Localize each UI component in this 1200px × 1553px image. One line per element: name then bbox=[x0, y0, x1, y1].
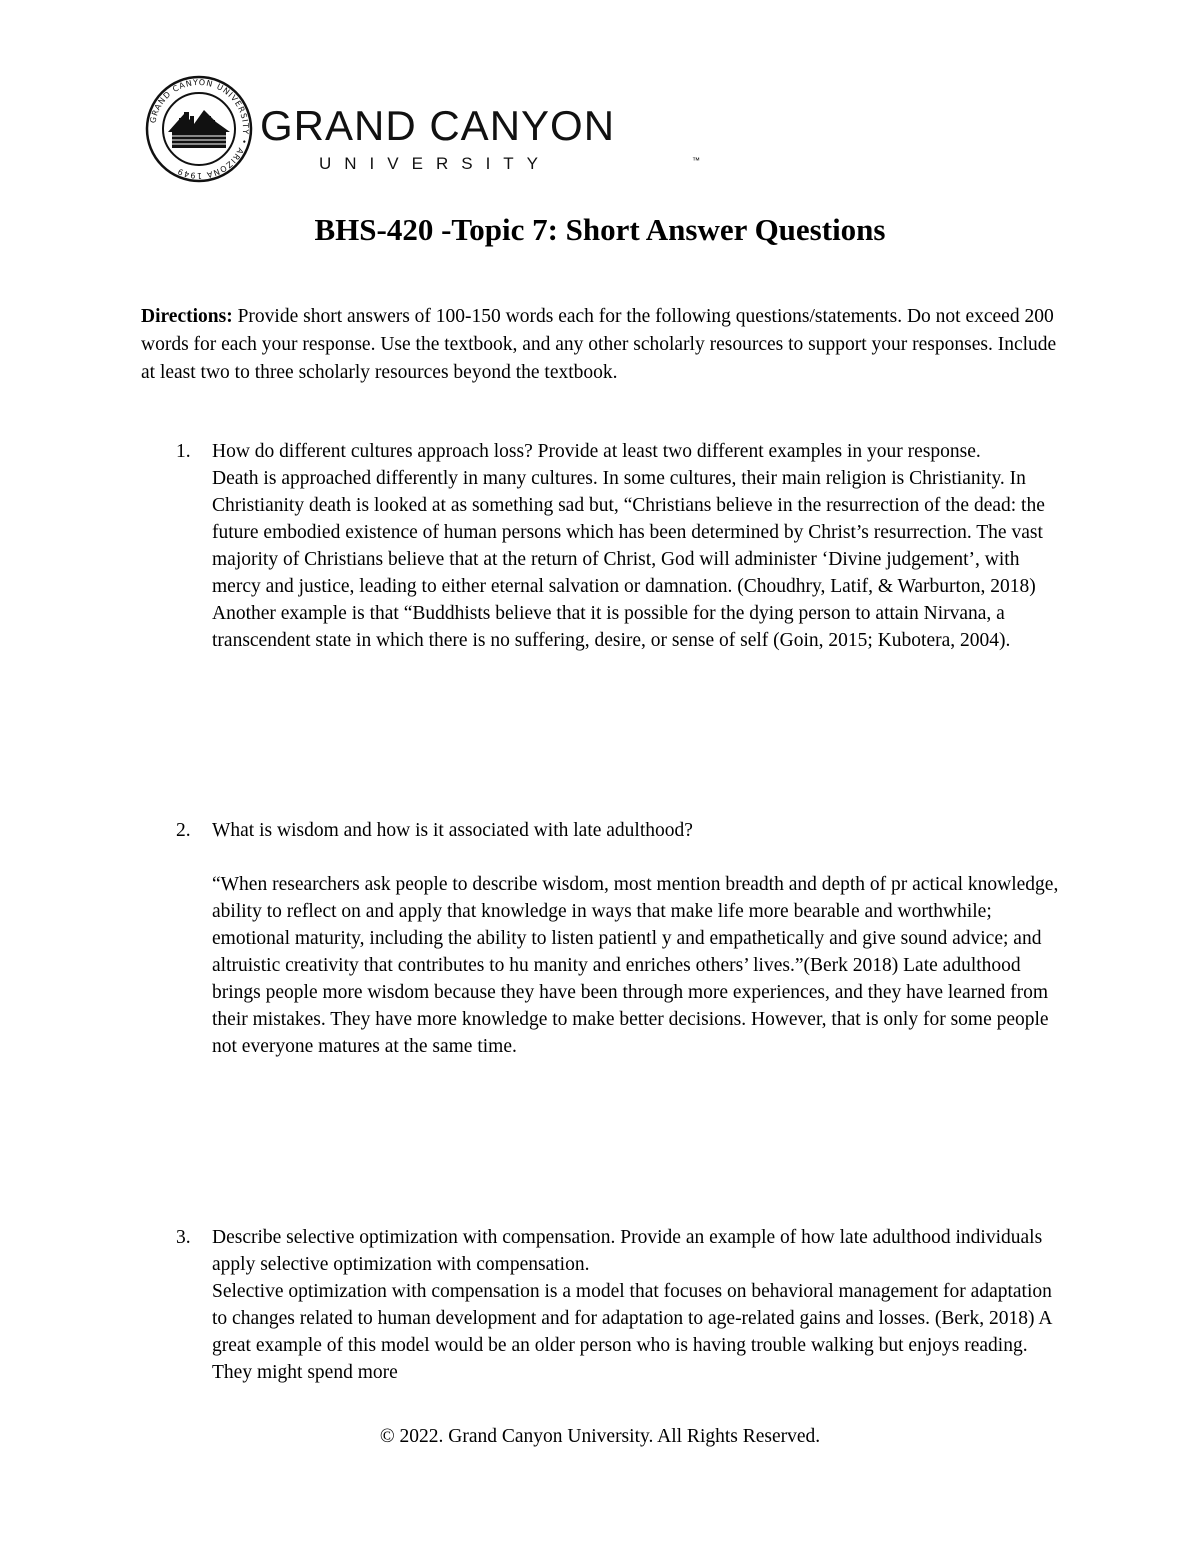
answer-text: Death is approached differently in many cultures. In some cultures, their main religion is Christianity. In Christianity death is looked at as something sad but, “Christians believe in the resurrection of the dead: the future embodied existence of human persons which has been determined by Christ’s resurrection. The vast majority of Christians believe that at the return of Christ, God will administer ‘Divine judgement’, with mercy and justice, leading to either eternal salvation or damnation. (Choudhry, Latif, & Warburton, 2018) Another example is that “Buddhists believe that it is possible for the dying person to attain Nirvana, a transcendent state in which there is no suffering, desire, or sense of self (Goin, 2015; Kubotera, 2004). bbox=[212, 468, 1045, 651]
logo-wordmark-line1: GRAND CANYON bbox=[260, 102, 616, 149]
university-logo bbox=[144, 74, 700, 186]
question-text: What is wisdom and how is it associated with late adulthood? bbox=[212, 820, 693, 841]
university-seal-icon bbox=[144, 74, 254, 184]
question-number: 2. bbox=[176, 820, 191, 841]
answer-text: Selective optimization with compensation is a model that focuses on behavioral management for adaptation to changes related to human development and for adaptation to age-related gains and losses. (Berk, 2018) A great example of this model would be an older person who is having trouble walking but enjoys reading. They might spend more bbox=[212, 1281, 1052, 1383]
copyright-footer: © 2022. Grand Canyon University. All Rights Reserved. bbox=[379, 1426, 821, 1447]
logo-wordmark-line2: UNIVERSITY bbox=[319, 154, 552, 173]
directions-text: Provide short answers of 100-150 words each for the following questions/statements. Do not exceed 200 words for each your response. Use the textbook, and any other scholarly resources to support your responses. Include at least two to three scholarly resources beyond the textbook. bbox=[141, 306, 1057, 383]
answer-text: “When researchers ask people to describe wisdom, most mention breadth and depth of pr actical knowledge, ability to reflect on and apply that knowledge in ways that make life more bearable and worthwhile; emotional maturity, including the ability to listen patientl y and empathetically and give sound advice; and altruistic creativity that contributes to hu manity and enriches others’ lives.”(Berk 2018) Late adulthood brings people more wisdom because they have been through more experiences, and they have learned from their mistakes. They have more knowledge to make better decisions. However, that is only for some people not everyone matures at the same time. bbox=[212, 874, 1059, 1057]
directions bbox=[141, 303, 1061, 387]
question-number: 3. bbox=[176, 1227, 191, 1248]
directions-label: Directions: bbox=[141, 306, 233, 327]
question-text: How do different cultures approach loss? Provide at least two different examples in your response. bbox=[212, 441, 981, 462]
svg-text:GRAND CANYON UNIVERSITY • ARIZ: GRAND CANYON UNIVERSITY • ARIZONA 1949 bbox=[148, 77, 251, 181]
document-title: BHS-420 -Topic 7: Short Answer Questions bbox=[314, 212, 886, 247]
question-text: Describe selective optimization with compensation. Provide an example of how late adulthood individuals apply selective optimization with compensation. bbox=[212, 1227, 1043, 1275]
question-number: 1. bbox=[176, 441, 191, 462]
logo-trademark: ™ bbox=[692, 156, 700, 165]
